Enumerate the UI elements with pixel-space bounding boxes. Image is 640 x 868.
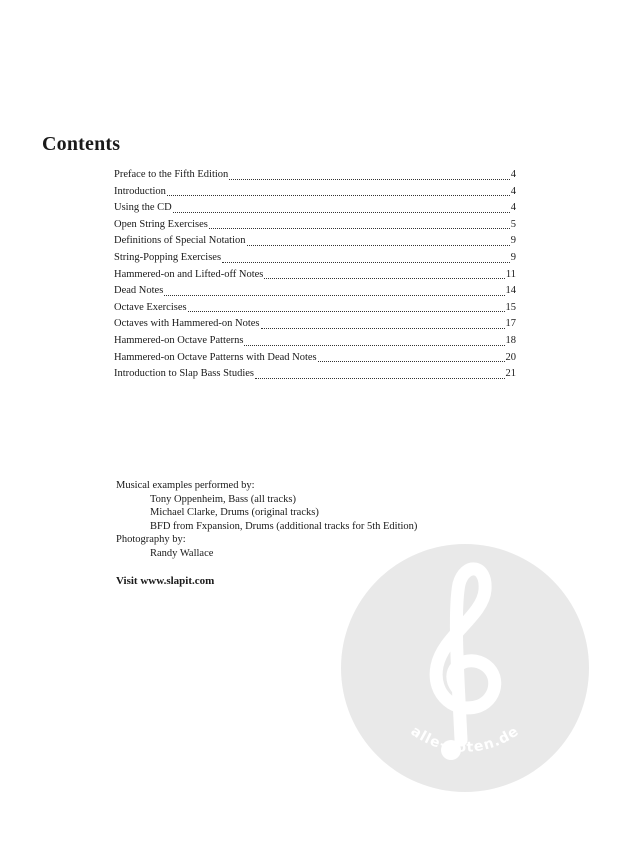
toc-entry (114, 283, 516, 300)
toc-entry-page: 17 (505, 318, 516, 330)
toc-leader-dots (209, 227, 510, 229)
toc-entry-title: Introduction (114, 185, 166, 197)
toc-entry (114, 350, 516, 367)
website-link[interactable]: Visit www.slapit.com (116, 575, 215, 587)
photographer-credit: Randy Wallace (150, 547, 214, 559)
toc-entry-page: 15 (505, 301, 516, 313)
toc-entry-page: 14 (505, 285, 516, 297)
toc-leader-dots (173, 211, 510, 213)
watermark-seal (341, 544, 589, 792)
toc-entry-page: 11 (505, 268, 516, 280)
toc-entry-title: Open String Exercises (114, 218, 208, 230)
toc-entry (114, 233, 516, 250)
toc-entry (114, 217, 516, 234)
toc-leader-dots (318, 360, 505, 362)
toc-leader-dots (264, 277, 504, 279)
toc-entry-title: Using the CD (114, 202, 172, 214)
toc-entry-title: Octave Exercises (114, 301, 187, 313)
toc-leader-dots (222, 261, 510, 263)
performer-credit: Michael Clarke, Drums (original tracks) (150, 507, 319, 519)
toc-entry-title: Hammered-on Octave Patterns with Dead Notes (114, 351, 317, 363)
toc-entry (114, 250, 516, 267)
toc-entry-title: Octaves with Hammered-on Notes (114, 318, 260, 330)
toc-entry (114, 167, 516, 184)
toc-entry-page: 21 (505, 368, 516, 380)
toc-entry-page: 9 (510, 235, 516, 247)
toc-leader-dots (167, 194, 510, 196)
toc-leader-dots (255, 377, 505, 379)
performer-credit: BFD from Fxpansion, Drums (additional tracks for 5th Edition) (150, 520, 418, 532)
watermark-text: alle-noten.de (407, 723, 523, 756)
toc-entry-page: 9 (510, 251, 516, 263)
toc-entry-page: 5 (510, 218, 516, 230)
toc-entry (114, 200, 516, 217)
photography-label: Photography by: (116, 534, 186, 546)
performer-credit: Tony Oppenheim, Bass (all tracks) (150, 493, 296, 505)
toc-entry (114, 184, 516, 201)
toc-leader-dots (164, 294, 504, 296)
toc-leader-dots (247, 244, 510, 246)
table-of-contents (114, 167, 516, 383)
toc-entry-title: Hammered-on Octave Patterns (114, 334, 244, 346)
toc-entry-title: Preface to the Fifth Edition (114, 169, 229, 180)
toc-entry (114, 333, 516, 350)
toc-entry-page: 4 (510, 185, 516, 197)
toc-leader-dots (188, 310, 505, 312)
toc-entry (114, 366, 516, 383)
performed-by-label: Musical examples performed by: (116, 480, 255, 491)
toc-entry (114, 316, 516, 333)
toc-entry-page: 18 (505, 334, 516, 346)
toc-leader-dots (229, 178, 509, 180)
toc-leader-dots (244, 344, 504, 346)
toc-entry-page: 20 (505, 351, 516, 363)
toc-entry (114, 267, 516, 284)
toc-entry-title: Introduction to Slap Bass Studies (114, 368, 254, 380)
toc-entry-page: 4 (510, 169, 516, 180)
toc-leader-dots (261, 327, 505, 329)
toc-entry-title: Dead Notes (114, 285, 164, 297)
toc-entry-title: Definitions of Special Notation (114, 235, 246, 247)
toc-entry-title: Hammered-on and Lifted-off Notes (114, 268, 264, 280)
toc-entry-title: String-Popping Exercises (114, 251, 222, 263)
page-title: Contents (42, 133, 121, 155)
toc-entry (114, 300, 516, 317)
toc-entry-page: 4 (510, 202, 516, 214)
